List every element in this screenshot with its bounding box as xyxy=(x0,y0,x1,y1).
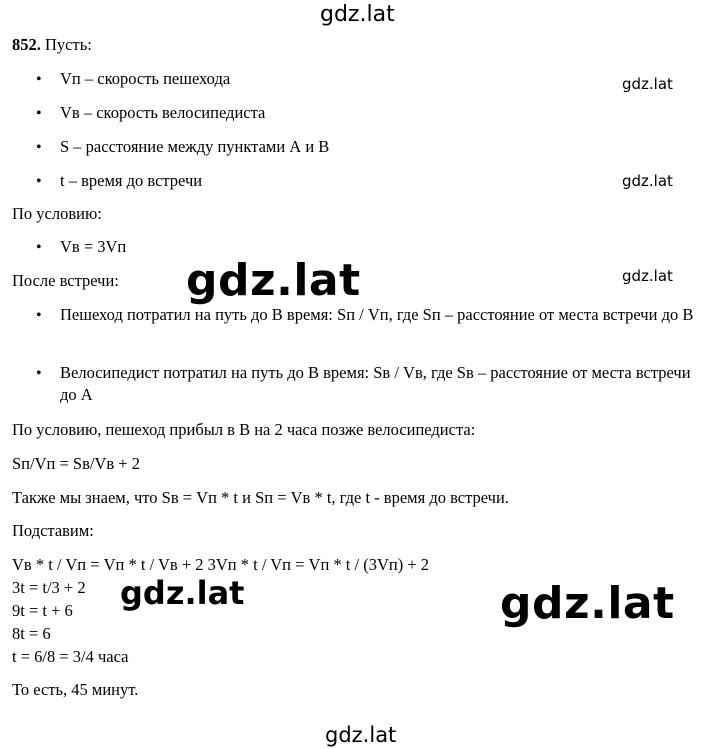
let-item: S – расстояние между пунктами А и В xyxy=(60,137,330,156)
equation-line: Vв * t / Vп = Vп * t / Vв + 2 3Vп * t / Vп = Vп * t / (3Vп) + 2 xyxy=(12,555,430,574)
after-item: Велосипедист потратил на путь до В время: Sв / Vв, где Sв – расстояние от места встречи до А xyxy=(60,363,691,404)
equation-line: 9t = t + 6 xyxy=(12,601,73,620)
problem-number: 852. xyxy=(12,35,41,54)
bullet-icon: • xyxy=(36,239,42,256)
equation-line: 8t = 6 xyxy=(12,624,51,643)
equation-line: t = 6/8 = 3/4 часа xyxy=(12,647,129,666)
watermark-top: gdz.lat xyxy=(320,2,395,27)
problem-intro: Пусть: xyxy=(45,35,92,54)
text-line: Подставим: xyxy=(12,521,94,540)
watermark-big-right: gdz.lat xyxy=(500,578,675,629)
let-item: Vп – скорость пешехода xyxy=(60,69,231,88)
watermark-right-3: gdz.lat xyxy=(622,267,673,285)
bullet-icon: • xyxy=(36,71,42,88)
bullet-icon: • xyxy=(36,307,42,324)
condition-item: Vв = 3Vп xyxy=(60,237,127,256)
condition-label: По условию: xyxy=(12,204,102,223)
watermark-right-1: gdz.lat xyxy=(622,75,673,93)
watermark-right-2: gdz.lat xyxy=(622,172,673,190)
watermark-big-center: gdz.lat xyxy=(186,255,361,306)
watermark-mid-left: gdz.lat xyxy=(120,574,245,612)
let-item: t – время до встречи xyxy=(60,171,203,190)
bullet-icon: • xyxy=(36,365,42,382)
watermark-bottom: gdz.lat xyxy=(325,723,397,747)
after-label: После встречи: xyxy=(12,271,119,290)
text-line: По условию, пешеход прибыл в В на 2 часа позже велосипедиста: xyxy=(12,420,476,439)
let-item: Vв – скорость велосипедиста xyxy=(60,103,266,122)
bullet-icon: • xyxy=(36,139,42,156)
bullet-icon: • xyxy=(36,173,42,190)
text-line: Также мы знаем, что Sв = Vп * t и Sп = Vв * t, где t - время до встречи. xyxy=(12,488,509,507)
answer-line: То есть, 45 минут. xyxy=(12,680,139,699)
bullet-icon: • xyxy=(36,105,42,122)
equation-line: 3t = t/3 + 2 xyxy=(12,578,86,597)
problem-header xyxy=(12,34,92,56)
after-item: Пешеход потратил на путь до В время: Sп / Vп, где Sп – расстояние от места встречи до В xyxy=(60,305,694,324)
formula-line: Sп/Vп = Sв/Vв + 2 xyxy=(12,454,140,473)
